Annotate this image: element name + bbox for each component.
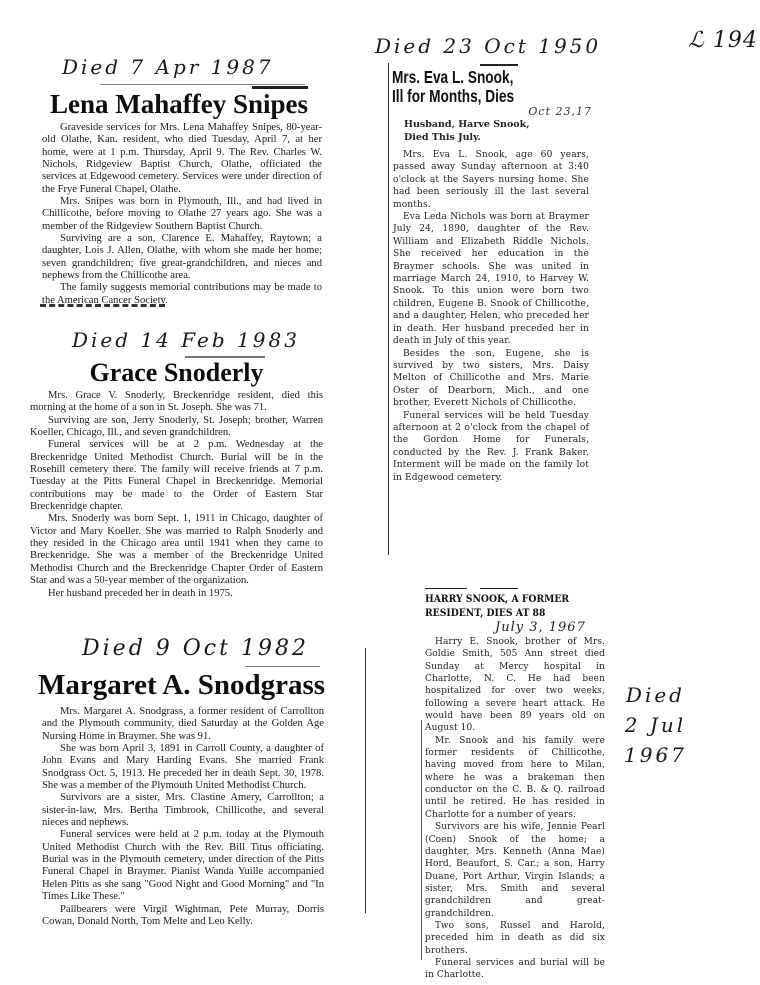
obituary-headline: Lena Mahaffey Snipes [49, 89, 309, 119]
obituary-body [393, 149, 589, 484]
obituary-paragraph: Survivors are a sister, Mrs. Clastine Amery, Carrollton; a sister-in-law, Mrs. Bertha Timbrook, Chillicothe, and several nieces and nephews. [42, 792, 324, 829]
obituary-paragraph: Mrs. Snipes was born in Plymouth, Ill., and had lived in Chillicothe, before moving to Olathe 27 years ago. She was a member of the Ridgeview Southern Baptist Church. [42, 196, 322, 232]
obituary-clipping-harry-snook [425, 592, 610, 982]
obituary-paragraph: Surviving are a son, Clarence E. Mahaffey, Raytown; a daughter, Lois J. Allen, Olathe, with whom she made her home; seven grandchildren; five great-grandchildren, and nieces and nephews from the Chillicothe area. [42, 233, 322, 282]
obituary-clipping-snoderly [30, 358, 323, 600]
obituary-paragraph: Her husband preceded her in death in 1975. [48, 587, 233, 599]
clipping-edge-dashes [40, 304, 165, 307]
obituary-paragraph: Besides the son, Eugene, she is survived by two sisters, Mrs. Daisy Melton of Chillicothe and Mrs. Marie Oster of Dearborn, Mich., and one brother, Everett Nichols of Chillicothe. [393, 348, 589, 409]
obituary-paragraph: Mrs. Eva L. Snook, age 60 years, passed away Sunday afternoon at 3:40 o'clock at the Sayers nursing home. She had been seriously ill the last several months. [393, 150, 589, 210]
headline-line: Mrs. Eva L. Snook, [392, 67, 514, 87]
obituary-paragraph: Mrs. Snoderly was born Sept. 1, 1911 in Chicago, daughter of Victor and Mary Koeller. She was married to Ralph Snoderly and they resided in the Chicago area until 1941 when they came to Breckenridge. She was a member of the Breckenridge United Methodist Church and the Breckenridge Chapter Order of Eastern Star and was a 50-year member of the organization. [30, 513, 323, 587]
handwritten-date-line: 2 Jul [624, 713, 687, 737]
obituary-paragraph: Funeral services will be held Tuesday afternoon at 2 o'clock from the chapel of the Gordon Home for Funerals, conducted by the Rev. J. Frank Baker. Interment will be made on the family lot in Edgewood cemetery. [393, 410, 589, 483]
divider-rule [480, 64, 518, 66]
handwritten-margin-date [624, 680, 687, 770]
obituary-paragraph: Two sons, Russel and Harold, preceded him in death as did six brothers. [425, 920, 605, 956]
obituary-paragraph: Mr. Snook and his family were former residents of Chillicothe, having moved from here to Milan, where he was a brakeman then conductor on the C. B. & Q. railroad until he retired. He has resided in Charlotte for a number of years. [425, 735, 605, 820]
handwritten-death-date: Died 23 Oct 1950 [375, 34, 602, 58]
obituary-paragraph: Harry E. Snook, brother of Mrs. Goldie Smith, 505 Ann street died Sunday at Mercy hospital in Charlotte, N. C. He had been hospitalized for over two weeks, following a severe heart attack. He would have been 89 years old on August 10. [425, 637, 605, 734]
obituary-clipping-eva-snook [392, 68, 602, 484]
handwritten-note: Oct 23,17 [528, 105, 592, 118]
obituary-body [42, 706, 324, 928]
handwritten-date-line: Died [625, 683, 685, 707]
obituary-paragraph: Graveside services for Mrs. Lena Mahaffey Snipes, 80-year-old Olathe, Kan. resident, who died Tuesday, April 7, at her home, were at 1 p.m. Thursday, April 9. The Rev. Charles W. Nichols, Ridgeview Baptist Church, Olathe, officiated the services at Edgewood cemetery. Services were under direction of the Frye Funeral Chapel, Olathe. [42, 122, 322, 195]
handwritten-date-line: 1967 [624, 743, 687, 767]
clipping-edge-line [388, 63, 389, 555]
obituary-headline: Grace Snoderly [89, 358, 264, 387]
obituary-body [425, 636, 605, 982]
obituary-paragraph: She was born April 3, 1891 in Carroll County, a daughter of John Evans and Mary Harding Evans. She married Frank Snodgrass Oct. 5, 1913. He preceded her in death Sept. 30, 1978. She was a member of the Plymouth United Methodist Church. [42, 743, 324, 792]
headline-line: HARRY SNOOK, A FORMER [425, 593, 570, 605]
page-number-mark: ℒ 194 [688, 28, 758, 53]
divider-rule [100, 84, 305, 85]
obituary-paragraph: Funeral services were held at 2 p.m. today at the Plymouth United Methodist Church with the Rev. Bill Titus officiating. Burial was in the Plymouth cemetery, under direction of the Pitts Funeral Chapel in Braymer. Pianist Wanda Yuille accompanied Helen Pitts as she sang "Good Night and Good Morning" and "In Times Like These." [42, 829, 324, 903]
headline-line: RESIDENT, DIES AT 88 [425, 607, 546, 619]
clipping-edge-line [365, 648, 366, 913]
obituary-paragraph: The family suggests memorial contributions may be made to the American Cancer Society. [42, 282, 322, 306]
obituary-paragraph: Mrs. Margaret A. Snodgrass, a former resident of Carrollton and the Plymouth community, died Saturday at the Golden Age Nursing Home in Braymer. She was 91. [42, 706, 324, 742]
obituary-paragraph: Survivors are his wife, Jennie Pearl (Coen) Snook of the home; a daughter, Mrs. Kenneth (Anna Mae) Hord, Beaufort, S. Car.; a son, Harry Duane, Port Arthur, Virgin Islands; a sister, Mrs. Smith and several grandchildren and great-grandchildren. [425, 822, 605, 919]
obituary-paragraph: Eva Leda Nichols was born at Braymer July 24, 1890, daughter of the Rev. William and Elizabeth Riddle Nichols. She received her education in the Braymer schools. She was united in marriage March 24, 1910, to Harvey W. Snook. To this union were born two children, Eugene B. Snook of Chillicothe, and a daughter, Helen, who preceded her in death. Her husband preceded her in death in July of this year. [393, 212, 589, 347]
subheadline-line: Died This July. [404, 131, 481, 143]
obituary-clipping-snipes [42, 88, 322, 307]
divider-rule [425, 588, 467, 589]
headline-line: Ill for Months, Dies [392, 86, 515, 106]
obituary-headline [425, 592, 588, 620]
obituary-headline: Margaret A. Snodgrass [38, 669, 326, 701]
obituary-paragraph: Mrs. Grace V. Snoderly, Breckenridge resident, died this morning at the home of a son in St. Joseph. She was 71. [30, 390, 323, 414]
obituary-paragraph: Surviving are son, Jerry Snoderly, St. Joseph; brother, Warren Koeller, Chicago, Ill., and seven grandchildren. [30, 414, 323, 439]
obituary-paragraph: Funeral services and burial will be in Charlotte. [425, 957, 605, 981]
obituary-subheadline [404, 119, 602, 144]
obituary-paragraph: Funeral services will be at 2 p.m. Wednesday at the Breckenridge United Methodist Church. Burial will be in the Rosehill cemetery there. The family will receive friends at 7 p.m. Tuesday at the Pitts Funeral Chapel in Breckenridge. Memorial contributions may be made to the Order of Eastern Star Breckenridge chapter. [30, 439, 323, 513]
obituary-body [30, 390, 323, 600]
handwritten-death-date: Died 14 Feb 1983 [72, 328, 300, 352]
obituary-body [42, 122, 322, 307]
subheadline-line: Husband, Harve Snook, [404, 119, 530, 130]
handwritten-death-date: Died 9 Oct 1982 [82, 636, 309, 661]
handwritten-note: July 3, 1967 [495, 620, 586, 635]
obituary-clipping-snodgrass [38, 668, 352, 928]
obituary-paragraph: Pallbearers were Virgil Wightman, Pete Murray, Dorris Cowan, Donald North, Tom Melte and Leo Kelly. [42, 903, 324, 927]
obituary-headline [392, 68, 556, 106]
divider-rule [245, 666, 320, 667]
clipping-edge-line [421, 720, 422, 960]
divider-rule [480, 588, 518, 589]
handwritten-death-date: Died 7 Apr 1987 [62, 55, 274, 79]
